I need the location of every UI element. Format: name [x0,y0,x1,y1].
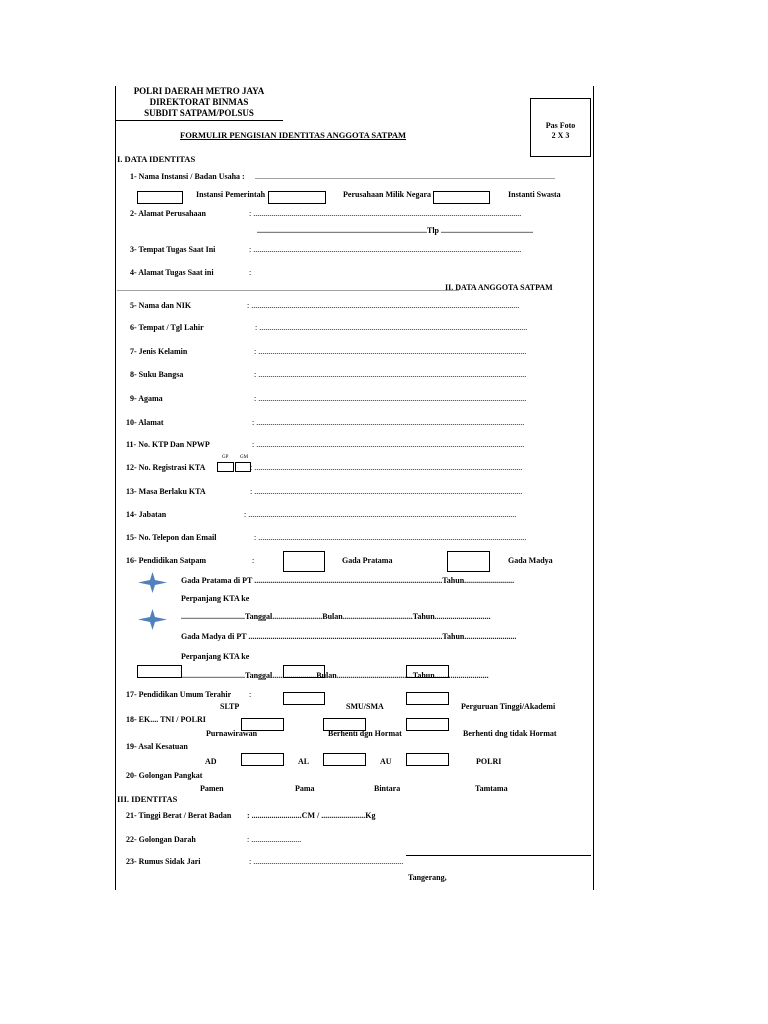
header-line2: DIREKTORAT BINMAS [149,97,249,107]
field-3-label: 3- Tempat Tugas Saat Ini [130,245,216,254]
al-label: AL [298,757,310,766]
box-kta-1[interactable] [137,665,182,678]
field-17-label: 17- Pendidikan Umum Terahir [126,690,232,699]
field-20-label: 20- Golongan Pangkat [126,771,203,780]
field-11-dots[interactable]: : ...................................................................................................................................... [252,440,525,449]
field-9-label: 9- Agama [130,394,163,403]
gada-madya-label: Gada Madya [508,556,553,565]
field-7-dots[interactable]: : ...................................................................................................................................... [254,347,527,356]
checkbox-gada-madya[interactable] [447,551,490,572]
field-10-dots[interactable]: : ...................................................................................................................................... [252,418,525,427]
tamtama-label: Tamtama [475,784,508,793]
perpanjang-kta-1: Perpanjang KTA ke [181,594,250,603]
field-6-label: 6- Tempat / Tgl Lahir [130,323,204,332]
field-2-label: 2- Alamat Perusahaan [130,209,206,218]
field-23-label: 23- Rumus Sidak Jari [126,857,201,866]
signature-line [406,855,591,856]
field-17-colon: : [249,690,252,699]
field-4-colon[interactable]: : [249,268,252,277]
field-8-dots[interactable]: : ...................................................................................................................................... [254,370,527,379]
field-7-label: 7- Jenis Kelamin [130,347,188,356]
place-label: Tangerang, [408,873,447,882]
field-14-dots[interactable]: : ...................................................................................................................................... [244,510,517,519]
form-title: FORMULIR PENGISIAN IDENTITAS ANGGOTA SATPAM [180,130,407,140]
field-6-dots[interactable]: : ...................................................................................................................................... [255,323,528,332]
checkbox-gada-pratama[interactable] [283,551,325,572]
pamen-label: Pamen [200,784,224,793]
field-12-label: 12- No. Registrasi KTA [126,463,206,472]
field-9-dots[interactable]: : ...................................................................................................................................... [254,394,527,403]
gada-pratama-label: Gada Pratama [342,556,393,565]
field-1-dots[interactable]: ...................................................................................................................................................... [255,172,555,181]
checkbox-berhenti-tidak[interactable] [406,718,449,731]
au-label: AU [380,757,392,766]
field-19-label: 19- Asal Kesatuan [126,742,188,751]
star-icon [138,572,167,593]
header-line1: POLRI DAERAH METRO JAYA [133,86,265,96]
field-2-tlp[interactable]: .....................................................................................Tlp .............................................. [257,226,534,235]
perpanjang-kta-2: Perpanjang KTA ke [181,652,250,661]
field-5-dots[interactable]: : ...................................................................................................................................... [247,301,520,310]
checkbox-au[interactable] [406,753,449,766]
field-13-label: 13- Masa Berlaku KTA [126,487,206,496]
field-1-label: 1- Nama Instansi / Badan Usaha : [130,172,245,181]
field-13-dots[interactable]: : ...................................................................................................................................... [250,487,523,496]
photo-label: Pas Foto [545,121,576,130]
field-3-dots[interactable]: : ...................................................................................................................................... [249,245,522,254]
pt-label: Perguruan Tinggi/Akademi [461,702,556,711]
field-11-label: 11- No. KTP Dan NPWP [126,440,210,449]
header-line3: SUBDIT SATPAM/POLSUS [144,108,254,118]
header-underline [115,120,283,121]
field-4-label: 4- Alamat Tugas Saat ini [130,268,214,277]
field-12-dots[interactable]: : ...................................................................................................................................... [250,463,523,472]
field-22-label: 22- Golongan Darah [126,835,196,844]
photo-size: 2 X 3 [551,131,570,140]
field-18-label: 18- EK.... TNI / POLRI [126,715,206,724]
checkbox-ad[interactable] [241,753,284,766]
polri-label: POLRI [476,757,502,766]
bintara-label: Bintara [374,784,401,793]
gada-pratama-pt[interactable]: Gada Pratama di PT ..............................................................................................Tahun......................... [181,576,515,585]
checkbox-swasta[interactable] [433,191,490,204]
field-15-label: 15- No. Telepon dan Email [126,533,217,542]
section3-title: III. IDENTITAS [117,794,178,804]
form-right-border [593,86,594,890]
checkbox-bumn[interactable] [268,191,326,204]
sltp-label: SLTP [220,702,240,711]
field-2-dots[interactable]: : ...................................................................................................................................... [249,209,522,218]
field-21-label: 21- Tinggi Berat / Berat Badan [126,811,232,820]
sma-label: SMU/SMA [346,702,384,711]
field-14-label: 14- Jabatan [126,510,167,519]
tanggal-line-2[interactable]: ................................Tanggal......................Bulan......................................Tahun........................... [181,671,489,680]
gada-madya-pt[interactable]: Gada Madya di PT .................................................................................................Tahun.......................... [181,632,517,641]
field-10-label: 10- Alamat [126,418,164,427]
gp-label: GP [222,455,229,460]
checkbox-pemerintah[interactable] [137,191,183,204]
field-16-colon: : [252,556,255,565]
tanggal-line-1[interactable]: ................................Tanggal.........................Bulan...................................Tahun............................ [181,612,491,621]
ad-label: AD [205,757,217,766]
berhenti-tidak-label: Berhenti dng tidak Hormat [463,729,557,738]
checkbox-al[interactable] [323,753,366,766]
checkbox-gm[interactable] [235,462,251,472]
field-15-dots[interactable]: : ...................................................................................................................................... [254,533,527,542]
checkbox-sltp[interactable] [283,692,325,705]
checkbox-sma[interactable] [406,692,449,705]
berhenti-hormat-label: Berhenti dgn Hormat [328,729,402,738]
section2-dots: ........................................................................................................................................................................... [117,284,459,293]
field-16-label: 16- Pendidikan Satpam [126,556,207,565]
field-5-label: 5- Nama dan NIK [130,301,192,310]
section1-title: I. DATA IDENTITAS [117,154,196,164]
photo-box [530,98,591,157]
form-left-border [115,86,116,890]
opt-bumn-label: Perusahaan Milik Negara [343,190,431,199]
opt-swasta-label: Instanti Swasta [508,190,561,199]
section2-title: II. DATA ANGGOTA SATPAM [445,283,553,292]
purna-label: Purnawirawan [206,729,258,738]
checkbox-gp[interactable] [217,462,234,472]
field-21-value[interactable]: : .........................CM / ......................Kg [247,811,376,820]
field-22-value[interactable]: : ......................... [247,835,302,844]
gm-label: GM [240,455,249,460]
star-icon [138,609,167,630]
field-8-label: 8- Suku Bangsa [130,370,184,379]
field-23-value[interactable]: : ........................................................................... [249,857,404,866]
opt-pemerintah-label: Instansi Pemerintah [196,190,266,199]
pama-label: Pama [295,784,315,793]
